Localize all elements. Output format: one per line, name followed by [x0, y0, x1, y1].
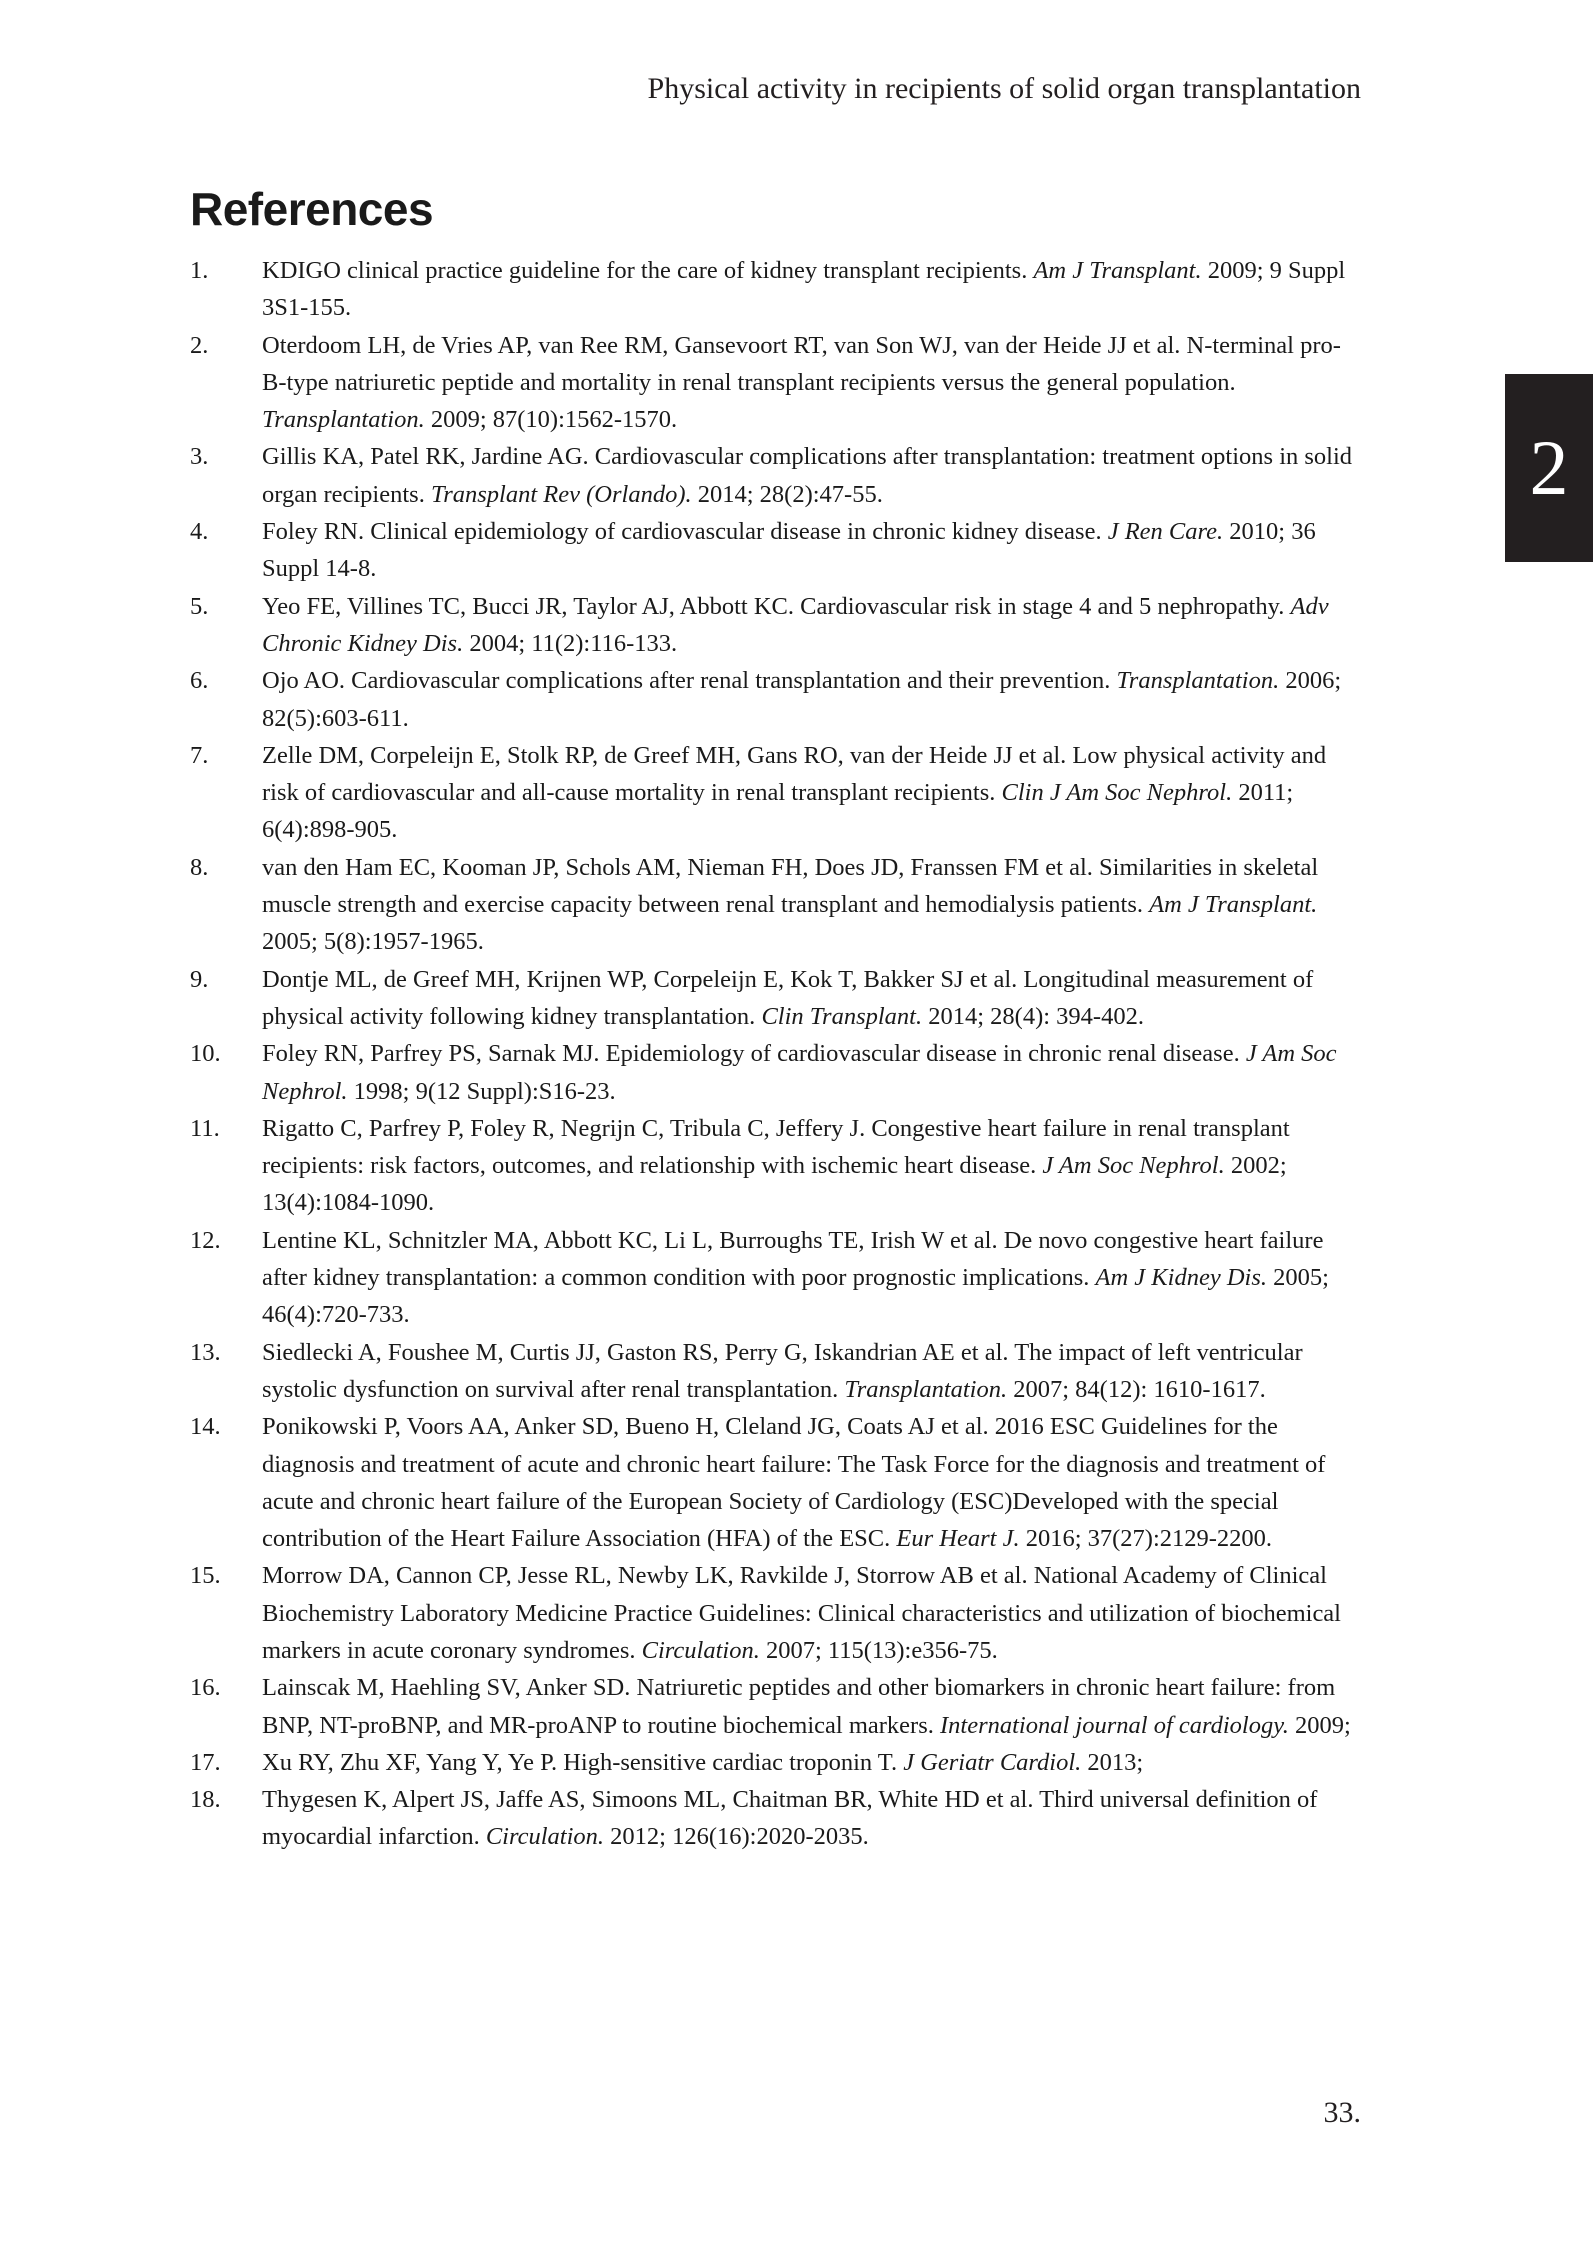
reference-journal: Adv Chronic Kidney Dis. — [262, 592, 1329, 657]
reference-tail: 2009; 9 Suppl 3S1-155. — [262, 257, 1346, 322]
reference-journal: J Ren Care. — [1107, 518, 1224, 546]
reference-item — [190, 438, 1365, 513]
reference-number: 3. — [190, 443, 209, 471]
reference-number: 11. — [190, 1114, 220, 1142]
reference-tail: 2012; 126(16):2020-2035. — [604, 1823, 869, 1851]
running-head: Physical activity in recipients of solid organ transplantation — [647, 72, 1361, 105]
reference-item — [190, 1669, 1365, 1744]
reference-number: 12. — [190, 1226, 221, 1254]
reference-text — [262, 438, 1365, 513]
reference-body: Ponikowski P, Voors AA, Anker SD, Bueno H, Cleland JG, Coats AJ et al. 2016 ESC Guidelines for the diagnosis and treatment of acute and chronic heart failure: The Task Force for the diagnosis and treatment of acute and chronic heart failure of the European Society of Cardiology (ESC)Developed with the special contribution of the Heart Failure Association (HFA) of the ESC. — [262, 1413, 1326, 1553]
reference-number: 17. — [190, 1748, 221, 1776]
reference-item — [190, 1222, 1365, 1334]
reference-body: Dontje ML, de Greef MH, Krijnen WP, Corpeleijn E, Kok T, Bakker SJ et al. Longitudinal measurement of physical activity following kidney transplantation. — [262, 965, 1314, 1030]
reference-text — [262, 1781, 1365, 1856]
reference-tail: 2013; — [1081, 1748, 1144, 1776]
reference-journal: Transplantation. — [1116, 667, 1280, 695]
reference-journal: Circulation. — [485, 1823, 605, 1851]
reference-journal: Am J Transplant. — [1033, 257, 1202, 284]
reference-body: Zelle DM, Corpeleijn E, Stolk RP, de Greef MH, Gans RO, van der Heide JJ et al. Low physical activity and risk of cardiovascular and all-cause mortality in renal transplant recipients. — [262, 741, 1327, 807]
section-title: References — [190, 183, 434, 235]
reference-number: 8. — [190, 853, 209, 881]
reference-body: Xu RY, Zhu XF, Yang Y, Ye P. High-sensitive cardiac troponin T. — [262, 1748, 904, 1776]
reference-tail: 2009; 87(10):1562-1570. — [424, 406, 678, 434]
reference-text — [262, 588, 1365, 663]
reference-item — [190, 252, 1365, 327]
reference-journal: J Am Soc Nephrol. — [1042, 1152, 1225, 1180]
reference-item — [190, 1744, 1365, 1781]
reference-number: 2. — [190, 331, 209, 359]
reference-text — [262, 513, 1365, 588]
reference-number: 18. — [190, 1786, 221, 1814]
reference-text — [262, 1408, 1365, 1557]
reference-item — [190, 737, 1365, 849]
reference-body: Foley RN. Clinical epidemiology of cardiovascular disease in chronic kidney disease. — [262, 518, 1108, 546]
reference-body: Lentine KL, Schnitzler MA, Abbott KC, Li L, Burroughs TE, Irish W et al. De novo congestive heart failure after kidney transplantation: a common condition with poor prognostic implications. — [262, 1226, 1324, 1292]
reference-body: Foley RN, Parfrey PS, Sarnak MJ. Epidemiology of cardiovascular disease in chronic renal disease. — [262, 1040, 1246, 1068]
chapter-number: 2 — [1529, 424, 1569, 511]
reference-tail: 2014; 28(4): 394-402. — [922, 1002, 1144, 1030]
reference-number: 6. — [190, 667, 209, 695]
reference-tail: 2007; 84(12): 1610-1617. — [1007, 1375, 1266, 1403]
reference-body: Morrow DA, Cannon CP, Jesse RL, Newby LK, Ravkilde J, Storrow AB et al. National Academy of Clinical Biochemistry Laboratory Medicine Practice Guidelines: Clinical characteristics and utilization of biochemical markers in acute coronary syndromes. — [262, 1562, 1341, 1664]
reference-number: 14. — [190, 1413, 221, 1441]
reference-text — [262, 1669, 1365, 1744]
reference-number: 15. — [190, 1562, 221, 1590]
reference-number: 13. — [190, 1338, 221, 1366]
reference-number: 7. — [190, 741, 209, 769]
reference-journal: Eur Heart J. — [896, 1525, 1020, 1553]
reference-number: 5. — [190, 592, 209, 620]
reference-text — [262, 662, 1365, 737]
reference-tail: 2006; 82(5):603-611. — [262, 667, 1342, 732]
reference-body: Rigatto C, Parfrey P, Foley R, Negrijn C, Tribula C, Jeffery J. Congestive heart failure in renal transplant recipients: risk factors, outcomes, and relationship with ischemic heart disease. — [262, 1114, 1290, 1180]
reference-body: Ojo AO. Cardiovascular complications after renal transplantation and their prevention. — [262, 667, 1117, 695]
reference-body: Thygesen K, Alpert JS, Jaffe AS, Simoons ML, Chaitman BR, White HD et al. Third universal definition of myocardial infarction. — [262, 1786, 1318, 1851]
reference-body: Gillis KA, Patel RK, Jardine AG. Cardiovascular complications after transplantation: treatment options in solid organ recipients. — [262, 443, 1353, 508]
reference-body: Lainscak M, Haehling SV, Anker SD. Natriuretic peptides and other biomarkers in chronic heart failure: from BNP, NT-proBNP, and MR-proANP to routine biochemical markers. — [262, 1674, 1336, 1739]
reference-item — [190, 1035, 1365, 1110]
reference-tail: 2016; 37(27):2129-2200. — [1019, 1525, 1273, 1553]
reference-item — [190, 513, 1365, 588]
reference-item — [190, 327, 1365, 439]
reference-body: KDIGO clinical practice guideline for the care of kidney transplant recipients. — [262, 257, 1034, 284]
reference-journal: Clin Transplant. — [761, 1002, 923, 1030]
reference-journal: Circulation. — [641, 1636, 760, 1664]
reference-tail: 2014; 28(2):47-55. — [691, 480, 883, 508]
reference-number: 9. — [190, 965, 209, 993]
reference-item — [190, 849, 1365, 961]
reference-journal: Transplantation. — [844, 1375, 1008, 1403]
reference-number: 16. — [190, 1674, 221, 1702]
reference-item — [190, 1781, 1365, 1856]
reference-item — [190, 1408, 1365, 1557]
reference-journal: J Am Soc Nephrol. — [262, 1040, 1337, 1105]
reference-journal: Transplant Rev (Orlando). — [430, 480, 692, 508]
reference-tail: 2005; 5(8):1957-1965. — [262, 928, 484, 956]
reference-tail: 2004; 11(2):116-133. — [463, 629, 678, 657]
reference-item — [190, 662, 1365, 737]
reference-tail: 1998; 9(12 Suppl):S16-23. — [347, 1077, 616, 1105]
reference-text — [262, 1222, 1365, 1334]
reference-item — [190, 1557, 1365, 1669]
reference-item — [190, 1334, 1365, 1409]
reference-body: Yeo FE, Villines TC, Bucci JR, Taylor AJ, Abbott KC. Cardiovascular risk in stage 4 and 5 nephropathy. — [262, 592, 1291, 620]
reference-item — [190, 1110, 1365, 1222]
reference-text — [262, 737, 1365, 849]
reference-text — [262, 252, 1365, 327]
reference-body: van den Ham EC, Kooman JP, Schols AM, Nieman FH, Does JD, Franssen FM et al. Similarities in skeletal muscle strength and exercise capacity between renal transplant and hemodialysis patients. — [262, 853, 1319, 919]
reference-tail: 2010; 36 Suppl 14-8. — [262, 518, 1316, 583]
reference-number: 1. — [190, 257, 209, 284]
reference-text — [262, 1334, 1365, 1409]
reference-number: 10. — [190, 1040, 221, 1068]
reference-tail: 2009; — [1288, 1711, 1351, 1739]
page-number: 33. — [1323, 2096, 1361, 2129]
reference-journal: J Geriatr Cardiol. — [903, 1748, 1082, 1776]
reference-body: Oterdoom LH, de Vries AP, van Ree RM, Gansevoort RT, van Son WJ, van der Heide JJ et al. N-terminal pro-B-type natriuretic peptide and mortality in renal transplant recipients versus the general population. — [262, 331, 1341, 396]
reference-text — [262, 1557, 1365, 1669]
reference-text — [262, 327, 1365, 439]
reference-journal: Clin J Am Soc Nephrol. — [1001, 779, 1233, 807]
reference-journal: Am J Transplant. — [1149, 891, 1318, 919]
reference-list — [190, 252, 1365, 1856]
reference-journal: Am J Kidney Dis. — [1095, 1264, 1267, 1292]
reference-text — [262, 1035, 1365, 1110]
reference-item — [190, 588, 1365, 663]
chapter-tab — [1505, 374, 1593, 562]
reference-item — [190, 961, 1365, 1036]
reference-journal: International journal of cardiology. — [940, 1711, 1289, 1739]
reference-body: Siedlecki A, Foushee M, Curtis JJ, Gaston RS, Perry G, Iskandrian AE et al. The impact of left ventricular systolic dysfunction on survival after renal transplantation. — [262, 1338, 1303, 1403]
reference-text — [262, 1744, 1365, 1781]
reference-tail: 2002; 13(4):1084-1090. — [262, 1152, 1287, 1217]
reference-number: 4. — [190, 518, 209, 546]
reference-journal: Transplantation. — [262, 406, 425, 434]
reference-tail: 2007; 115(13):e356-75. — [759, 1636, 998, 1664]
reference-text — [262, 849, 1365, 961]
reference-text — [262, 1110, 1365, 1222]
reference-tail: 2011; 6(4):898-905. — [262, 779, 1294, 844]
reference-text — [262, 961, 1365, 1036]
reference-tail: 2005; 46(4):720-733. — [262, 1264, 1329, 1329]
